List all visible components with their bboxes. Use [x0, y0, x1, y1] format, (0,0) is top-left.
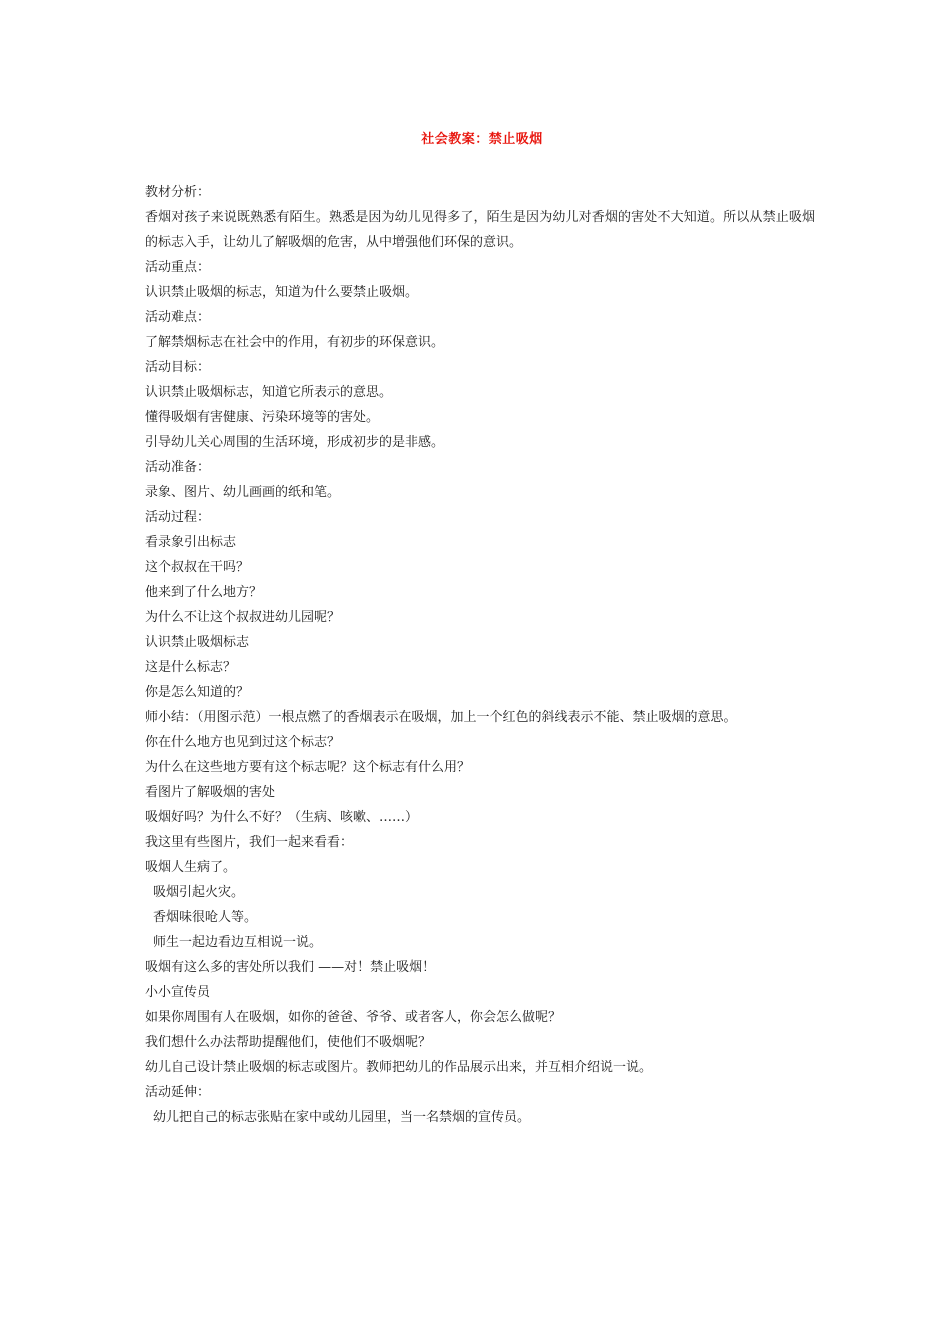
paragraph: 香烟对孩子来说既熟悉有陌生。熟悉是因为幼儿见得多了，陌生是因为幼儿对香烟的害处不大知道。所以从禁止吸烟的标志入手，让幼儿了解吸烟的危害，从中增强他们环保的意识。: [145, 210, 815, 250]
text-line: 为什么不让这个叔叔进幼儿园呢？: [145, 610, 341, 625]
section-heading: 活动过程：: [145, 510, 211, 525]
text-line: 小小宣传员: [145, 985, 211, 1000]
text-line: 这是什么标志？: [145, 660, 237, 675]
text-line: 我这里有些图片，我们一起来看看：: [145, 835, 354, 850]
text-line: 为什么在这些地方要有这个标志呢？这个标志有什么用？: [145, 760, 471, 775]
text-line: 看图片了解吸烟的害处: [145, 785, 276, 800]
text-line: 认识禁止吸烟标志: [145, 635, 250, 650]
text-line: 幼儿自己设计禁止吸烟的标志或图片。教师把幼儿的作品展示出来，并互相介绍说一说。: [145, 1060, 653, 1075]
text-line: 师小结：（用图示范）一根点燃了的香烟表示在吸烟，加上一个红色的斜线表示不能、禁止吸烟的意思。: [145, 710, 737, 725]
text-line: 吸烟好吗？为什么不好？（生病、咳嗽、……）: [145, 810, 419, 825]
text-line: 如果你周围有人在吸烟，如你的爸爸、爷爷、或者客人，你会怎么做呢？: [145, 1010, 562, 1025]
section-heading: 活动重点：: [145, 260, 211, 275]
text-line: 他来到了什么地方？: [145, 585, 263, 600]
text-line: 录象、图片、幼儿画画的纸和笔。: [145, 485, 341, 500]
section-heading: 教材分析：: [145, 185, 211, 200]
document-body: [145, 180, 815, 1130]
text-line: 你是怎么知道的？: [145, 685, 250, 700]
text-line: 看录象引出标志: [145, 535, 237, 550]
text-line: 认识禁止吸烟标志，知道它所表示的意思。: [145, 385, 393, 400]
text-line: 这个叔叔在干吗？: [145, 560, 250, 575]
text-line: 吸烟引起火灾。: [153, 885, 245, 900]
text-line: 引导幼儿关心周围的生活环境，形成初步的是非感。: [145, 435, 445, 450]
text-line: 香烟味很呛人等。: [153, 910, 258, 925]
text-line: 了解禁烟标志在社会中的作用，有初步的环保意识。: [145, 335, 445, 350]
text-line: 认识禁止吸烟的标志，知道为什么要禁止吸烟。: [145, 285, 419, 300]
section-heading: 活动目标：: [145, 360, 211, 375]
text-line: 幼儿把自己的标志张贴在家中或幼儿园里，当一名禁烟的宣传员。: [153, 1110, 531, 1125]
text-line: 师生一起边看边互相说一说。: [153, 935, 323, 950]
text-line: 吸烟人生病了。: [145, 860, 237, 875]
text-line: 你在什么地方也见到过这个标志？: [145, 735, 341, 750]
section-heading: 活动延伸：: [145, 1085, 211, 1100]
text-line: 吸烟有这么多的害处所以我们 ——对！禁止吸烟！: [145, 960, 436, 975]
document-title: 社会教案：禁止吸烟: [421, 132, 543, 147]
section-heading: 活动难点：: [145, 310, 211, 325]
text-line: 我们想什么办法帮助提醒他们，使他们不吸烟呢？: [145, 1035, 432, 1050]
section-heading: 活动准备：: [145, 460, 211, 475]
text-line: 懂得吸烟有害健康、污染环境等的害处。: [145, 410, 380, 425]
